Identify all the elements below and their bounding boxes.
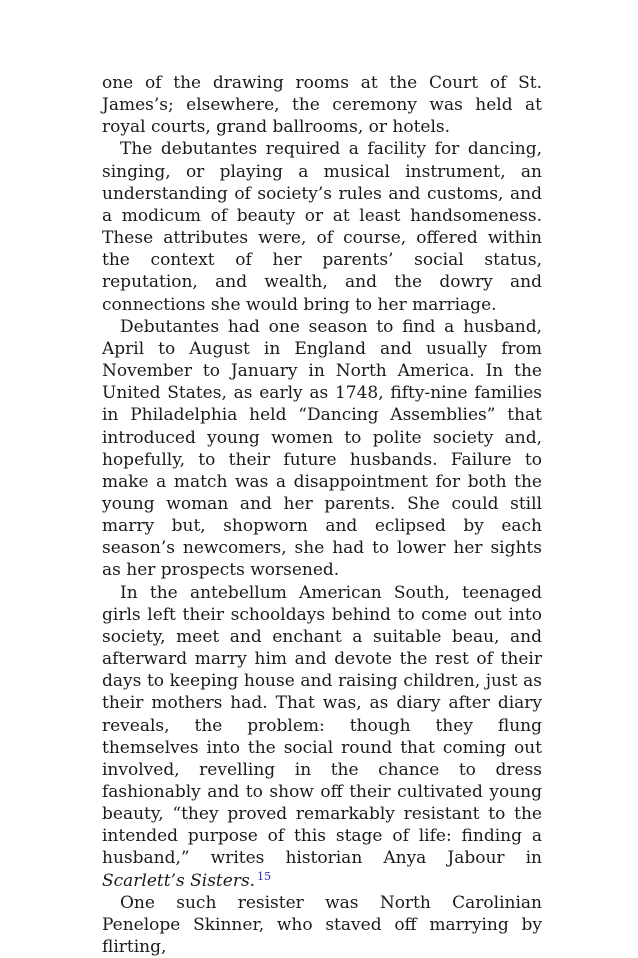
page-body	[102, 72, 542, 958]
paragraph-debutante-requirements: The debutantes required a facility for dancing, singing, or playing a musical instrument, an understanding of society’s rules and customs, and a modicum of beauty or at least handsomeness. These attributes were, of course, offered within the context of her parents’ social status, reputation, and wealth, and the dowry and connections she would bring to her marriage.	[102, 139, 542, 315]
paragraph-antebellum-text: In the antebellum American South, teenaged girls left their schooldays behind to come out into society, meet and enchant a suitable beau, and afterward marry him and devote the rest of their days to keeping house and raising children, just as their mothers had. That was, as diary after diary reveals, the problem: though they flung themselves into the social round that coming out involved, revelling in the chance to dress fashionably and to show off their cultivated young beauty, “they proved remarkably resistant to the intended purpose of this stage of life: finding a husband,” writes historian Anya Jabour in	[102, 582, 542, 869]
paragraph-antebellum-south	[102, 582, 542, 892]
paragraph-penelope-skinner: One such resister was North Carolinian Penelope Skinner, who staved off marrying by flirting,	[102, 892, 542, 958]
paragraph-debutante-season: Debutantes had one season to find a husband, April to August in England and usually from November to January in North America. In the United States, as early as 1748, fifty-nine families in Philadelphia held “Dancing Assemblies” that introduced young women to polite society and, hopefully, to their future husbands. Failure to make a match was a disappointment for both the young woman and her parents. She could still marry but, shopworn and eclipsed by each season’s newcomers, she had to lower her sights as her prospects worsened.	[102, 316, 542, 581]
book-title-scarletts-sisters: Scarlett’s Sisters.	[102, 870, 256, 891]
footnote-link[interactable]: 15	[257, 869, 272, 883]
paragraph-continued: one of the drawing rooms at the Court of St. James’s; elsewhere, the ceremony was held at royal courts, grand ballrooms, or hotels.	[102, 73, 542, 138]
